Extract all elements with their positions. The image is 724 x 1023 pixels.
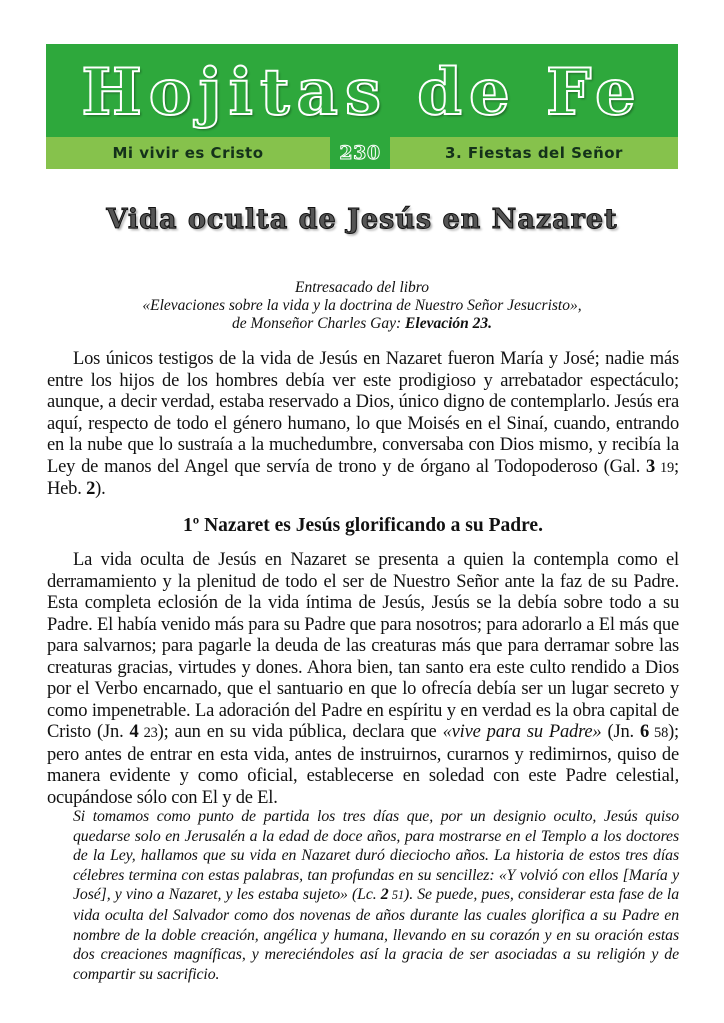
bible-ref-verse: 23 xyxy=(138,725,158,741)
paragraph-2-quote: «vive para su Padre» xyxy=(442,722,602,742)
bible-ref-chapter: 6 xyxy=(639,722,650,742)
bible-ref-verse: 19 xyxy=(655,459,675,476)
bible-ref-chapter: 2 xyxy=(380,886,389,904)
paragraph-2-mid-1: ); aun en su vida pública, declara que xyxy=(157,722,443,742)
section-heading: 1º Nazaret es Jesús glorificando a su Padre. xyxy=(183,515,543,536)
bible-ref-chapter: 2 xyxy=(86,479,96,499)
footnote-block xyxy=(73,807,679,984)
source-line-3 xyxy=(46,315,678,333)
paragraph-1-text: Los únicos testigos de la vida de Jesús en Nazaret fueron María y José; nadie más entre los hijos de los hombres debía ver este prodigioso y arrebatador espectáculo; aunque, a decir verdad, estaba reservado a Dios, único digno de contemplarlo. Jesús era aquí, respecto de todo el género humano, lo que Moisés en el Sinaí, cuando, entrando en la nube que lo sustraía a la muchedumbre, conversaba con Dios mismo, y recibía la Ley de manos del Angel que servía de trono y de órgano al Todopoderoso (Gal. xyxy=(47,349,679,477)
bible-ref-verse: 58 xyxy=(649,725,669,741)
paragraph-2-end: ); pero antes de entrar en esta vida, antes de instruirnos, curarnos y redimirnos, quiso de manera evidente y como oficial, establecerse en soledad con este Padre celestial, ocupándose sólo con El y de El. xyxy=(47,722,679,808)
section-label: 3. Fiestas del Señor xyxy=(390,137,678,169)
bible-ref-chapter: 3 xyxy=(646,456,656,477)
masthead-subbar xyxy=(46,137,678,169)
source-citation xyxy=(46,279,678,333)
paragraph-2-text: La vida oculta de Jesús en Nazaret se presenta a quien la contempla como el derramamiento y la plenitud de todo el ser de Nuestro Señor ante la faz de su Padre. Esta completa eclosión de la vida íntima de Jesús, Jesús se la debía sobre todo a su Padre. El había venido más para su Padre que para nosotros; para adorarlo a El más que para salvarnos; para pagarle la deuda de las creaturas más que para derramar sobre las creaturas gracias, virtudes y dones. Ahora bien, tan santo era este culto rendido a Dios por el Verbo encarnado, que el santuario en que lo ofrecía debía ser un lugar secreto y como impenetrable. La adoración del Padre en espíritu y en verdad es la obra capital de Cristo (Jn. xyxy=(47,550,679,742)
bible-ref-verse: 51 xyxy=(388,888,405,903)
source-elevation: Elevación 23. xyxy=(405,315,493,332)
footnote-end: ). Se puede, pues, considerar esta fase de la vida oculta del Salvador como dos novenas de años durante las cuales glorifica a su Padre en nombre de la doble creación, angélica y humana, llevando en su corazón y en su oración estas dos creaciones magníficas, y mereciéndoles así la gracia de ser asociadas a su religión y de compartir su sacrificio. xyxy=(73,886,679,983)
paragraph-1-end: ). xyxy=(95,479,106,499)
masthead-banner xyxy=(46,44,678,169)
paragraph-2-mid-2: (Jn. xyxy=(601,722,640,742)
paragraph-1-mid: ; Heb. xyxy=(47,456,679,499)
footnote-text: Si tomamos como punto de partida los tres días que, por un designio oculto, Jesús quiso quedarse solo en Jerusalén a la edad de doce años, para mostrarse en el Templo a los doctores de la Ley, hallamos que su vida en Nazaret duró dieciocho años. La historia de estos tres días célebres termina con estas palabras, tan profundas en su sencillez: «Y volvió con ellos [María y José], y vino a Nazaret, y les estaba sujeto» (Lc. xyxy=(73,808,679,904)
source-line-2: «Elevaciones sobre la vida y la doctrina de Nuestro Señor Jesucristo», xyxy=(142,297,582,314)
publication-title: Hojitas de Fe xyxy=(81,55,643,130)
source-line-1: Entresacado del libro xyxy=(294,279,430,296)
bible-ref-chapter: 4 xyxy=(129,722,139,742)
paragraph-1 xyxy=(47,349,679,501)
paragraph-2 xyxy=(47,550,679,809)
article-title: Vida oculta de Jesús en Nazaret xyxy=(106,204,618,235)
series-label: Mi vivir es Cristo xyxy=(46,137,330,169)
source-author: de Monseñor Charles Gay: xyxy=(231,315,406,332)
issue-number: 230 xyxy=(330,137,390,169)
